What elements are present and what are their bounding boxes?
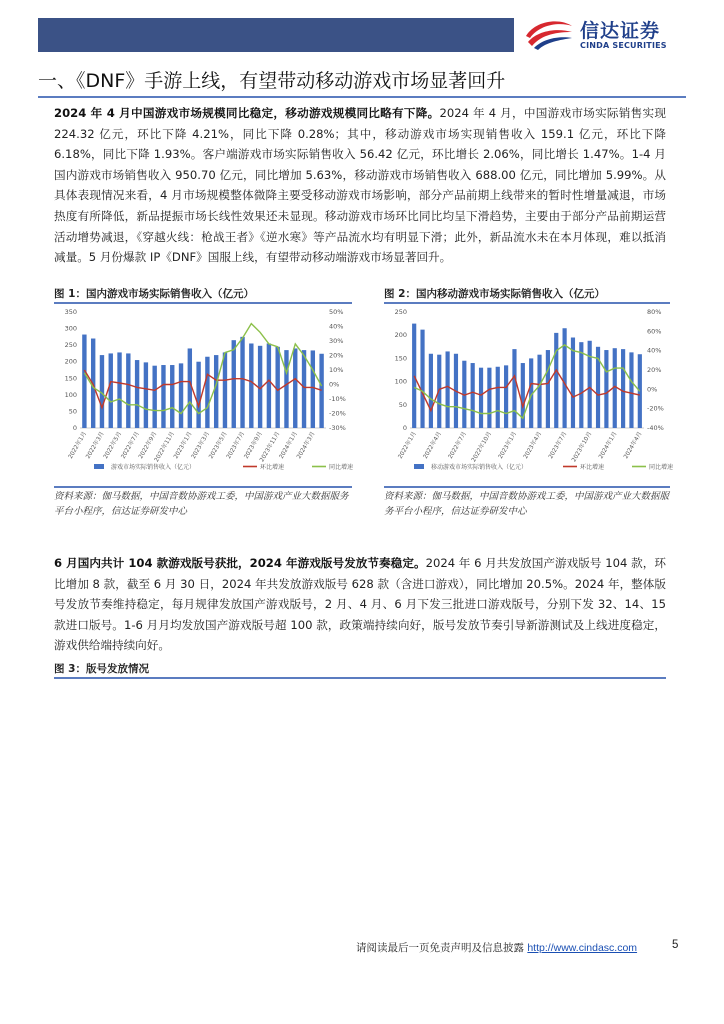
paragraph-license-approval bbox=[54, 553, 666, 656]
x-tick-label: 2022年1月 bbox=[67, 431, 89, 461]
bar-22 bbox=[588, 341, 592, 428]
bar-26 bbox=[302, 350, 306, 428]
y-left-tick-label: 100 bbox=[64, 390, 77, 399]
y-right-tick-label: 20% bbox=[329, 351, 344, 360]
figure2-bottom-rule bbox=[384, 486, 670, 488]
y-right-tick-label: 10% bbox=[329, 366, 344, 374]
bar-28 bbox=[319, 354, 323, 428]
x-tick-label: 2024年1月 bbox=[278, 431, 299, 461]
bar-11 bbox=[496, 367, 500, 428]
x-tick-label: 2023年3月 bbox=[190, 431, 212, 461]
bar-1 bbox=[412, 324, 416, 428]
y-right-tick-label: -30% bbox=[329, 424, 346, 432]
bar-16 bbox=[214, 355, 218, 428]
bar-20 bbox=[249, 343, 253, 428]
footer-disclaimer: 请阅读最后一页免责声明及信息披露 bbox=[356, 942, 524, 954]
figure2-caption: 图 2：国内移动游戏市场实际销售收入（亿元） bbox=[384, 288, 605, 300]
y-right-tick-label: -10% bbox=[329, 395, 346, 403]
figure2-rule bbox=[384, 302, 670, 304]
x-tick-label: 2022年1月 bbox=[397, 431, 418, 461]
footer bbox=[356, 940, 637, 955]
x-tick-label: 2023年1月 bbox=[497, 431, 519, 461]
header-bar bbox=[38, 18, 514, 52]
y-right-tick-label: -40% bbox=[647, 424, 664, 432]
bar-10 bbox=[161, 365, 165, 428]
bar-16 bbox=[537, 355, 541, 428]
y-left-tick-label: 250 bbox=[64, 341, 77, 350]
y-left-tick-label: 300 bbox=[64, 324, 77, 333]
legend-label-3: 同比增速 bbox=[649, 464, 674, 471]
x-tick-label: 2022年4月 bbox=[422, 431, 443, 461]
bar-21 bbox=[579, 342, 583, 428]
bar-7 bbox=[135, 360, 139, 428]
logo-swoosh-icon bbox=[524, 16, 574, 50]
legend-label-1: 移动游戏市场实际销售收入（亿元） bbox=[431, 464, 528, 471]
y-left-tick-label: 50 bbox=[68, 407, 77, 416]
paragraph-market-size bbox=[54, 103, 666, 268]
y-left-tick-label: 350 bbox=[64, 308, 77, 316]
y-left-tick-label: 150 bbox=[394, 354, 407, 363]
y-right-tick-label: 0% bbox=[647, 385, 658, 394]
bar-8 bbox=[471, 363, 475, 428]
chart-mobile-game-revenue bbox=[384, 306, 674, 484]
y-right-tick-label: 30% bbox=[329, 337, 344, 345]
x-tick-label: 2023年11月 bbox=[259, 431, 282, 464]
bar-25 bbox=[293, 348, 297, 428]
y-right-tick-label: 80% bbox=[647, 308, 662, 316]
bar-22 bbox=[267, 343, 271, 428]
bar-9 bbox=[479, 368, 483, 428]
paragraph-body: 2024 年 6 月共发放国产游戏版号 104 款，环比增加 8 款，截至 6 月 30 日，2024 年共发放游戏版号 628 款（含进口游戏），同比增加 20.5%。2024 年，整体版号发放节奏维持稳定，每月规律发放国产游戏版号，2 月、4 月、6 月下发三批进口游戏版号，分别下发 32、14、15 款进口版号。1-6 月月均发放国产游戏版号超 100 款，政策端持续向好，版号发放节奏引导新游测试及上线进度稳定，游戏供给端持续向好。 bbox=[54, 556, 666, 653]
bar-23 bbox=[275, 347, 279, 428]
bar-17 bbox=[546, 350, 550, 428]
x-tick-label: 2022年10月 bbox=[471, 431, 494, 464]
bar-13 bbox=[512, 349, 516, 428]
footer-website-link[interactable]: http://www.cindasc.com bbox=[527, 942, 638, 954]
x-tick-label: 2022年9月 bbox=[138, 431, 159, 461]
x-tick-label: 2023年10月 bbox=[571, 431, 594, 464]
logo-chinese-name: 信达证券 bbox=[580, 20, 661, 42]
x-tick-label: 2022年5月 bbox=[103, 431, 124, 461]
page-number: 5 bbox=[672, 939, 679, 951]
bar-3 bbox=[429, 354, 433, 428]
x-tick-label: 2024年3月 bbox=[296, 431, 317, 461]
chart-game-market-revenue bbox=[54, 306, 352, 484]
y-right-tick-label: 50% bbox=[329, 308, 344, 316]
title-divider bbox=[38, 96, 686, 98]
section-title: 一、《DNF》手游上线，有望带动移动游戏市场显著回升 bbox=[38, 70, 506, 92]
y-right-tick-label: 0% bbox=[329, 380, 340, 389]
bar-24 bbox=[284, 350, 288, 428]
bar-18 bbox=[232, 340, 236, 428]
bar-5 bbox=[117, 352, 121, 428]
bar-12 bbox=[504, 365, 508, 428]
x-tick-label: 2024年4月 bbox=[623, 431, 644, 461]
bar-19 bbox=[563, 328, 567, 428]
x-tick-label: 2023年4月 bbox=[523, 431, 544, 461]
x-tick-label: 2022年7月 bbox=[120, 431, 141, 461]
y-left-tick-label: 100 bbox=[394, 377, 407, 386]
x-tick-label: 2022年3月 bbox=[85, 431, 106, 461]
figure1-bottom-rule bbox=[54, 486, 352, 488]
cinda-logo bbox=[524, 14, 704, 54]
figure2-source: 资料来源：伽马数据，中国音数协游戏工委，中国游戏产业大数据服务平台小程序，信达证券研发中心 bbox=[384, 491, 670, 517]
bar-4 bbox=[109, 353, 113, 428]
y-right-tick-label: 20% bbox=[647, 366, 662, 374]
y-left-tick-label: 200 bbox=[394, 331, 407, 340]
bar-10 bbox=[487, 368, 491, 428]
y-right-tick-label: 40% bbox=[329, 322, 344, 331]
bar-1 bbox=[82, 335, 86, 428]
y-left-tick-label: 250 bbox=[394, 308, 407, 316]
bar-19 bbox=[240, 337, 244, 428]
bar-9 bbox=[152, 366, 156, 428]
y-left-tick-label: 0 bbox=[72, 424, 77, 432]
y-right-tick-label: -20% bbox=[329, 409, 346, 418]
legend-label-2: 环比增速 bbox=[580, 464, 605, 471]
paragraph-body: 2024 年 4 月，中国游戏市场实际销售实现 224.32 亿元，环比下降 4.21%，同比下降 0.28%；其中，移动游戏市场实现销售收入 159.1 亿元，环比下降 6.18%，同比下降 1.93%。客户端游戏市场实际销售收入 56.42 亿元，环比增长 2.06%，同比增长 1.47%。1-4 月国内游戏市场销售收入 950.70 亿元，同比增加 5.63%，移动游戏市场销售收入 688.00 亿元，同比增加 5.99%。从具体表现情况来看，4 月市场规模整体微降主要受移动游戏市场影响，部分产品前期上线带来的暂时性增量减退，市场热度有所降低，新品提振市场长线性效果还未显现。移动游戏市场环比同比均呈下滑趋势，主要由于部分产品前期运营活动增势减退，《穿越火线：枪战王者》《逆水寒》等产品流水均有明显下滑；此外，新品流水未在本月体现，难以抵消减量。5 月份爆款 IP《DNF》国服上线，有望带动移动端游戏市场显著回升。 bbox=[54, 106, 666, 265]
paragraph-lead: 2024 年 4 月中国游戏市场规模同比稳定，移动游戏规模同比略有下降。 bbox=[54, 106, 440, 120]
bar-15 bbox=[205, 357, 209, 428]
figure3-caption: 图 3：版号发放情况 bbox=[54, 663, 149, 675]
bar-2 bbox=[420, 330, 424, 428]
x-tick-label: 2022年11月 bbox=[153, 431, 176, 464]
y-left-tick-label: 200 bbox=[64, 357, 77, 366]
x-tick-label: 2023年5月 bbox=[208, 431, 229, 461]
bar-26 bbox=[621, 349, 625, 428]
x-tick-label: 2023年1月 bbox=[173, 431, 194, 461]
bar-12 bbox=[179, 363, 183, 428]
x-tick-label: 2024年1月 bbox=[598, 431, 619, 461]
x-tick-label: 2023年7月 bbox=[226, 431, 247, 461]
bar-18 bbox=[554, 333, 558, 428]
bar-24 bbox=[604, 350, 608, 428]
x-tick-label: 2022年7月 bbox=[447, 431, 469, 461]
y-left-tick-label: 50 bbox=[398, 400, 407, 409]
logo-english-name: CINDA SECURITIES bbox=[580, 41, 667, 50]
bar-13 bbox=[188, 348, 192, 428]
legend-label-2: 环比增速 bbox=[260, 464, 285, 471]
x-tick-label: 2023年7月 bbox=[548, 431, 569, 461]
legend-swatch-1 bbox=[94, 464, 104, 469]
y-right-tick-label: 60% bbox=[647, 327, 662, 336]
y-right-tick-label: 40% bbox=[647, 346, 662, 355]
legend-swatch-1 bbox=[414, 464, 424, 469]
legend-label-1: 游戏市场实际销售收入（亿元） bbox=[111, 464, 196, 471]
figure1-source: 资料来源：伽马数据，中国音数协游戏工委，中国游戏产业大数据服务平台小程序，信达证券研发中心 bbox=[54, 491, 349, 517]
y-right-tick-label: -20% bbox=[647, 404, 664, 413]
bar-11 bbox=[170, 365, 174, 428]
paragraph-lead: 6 月国内共计 104 款游戏版号获批，2024 年游戏版号发放节奏稳定。 bbox=[54, 556, 426, 570]
bar-17 bbox=[223, 352, 227, 428]
legend-label-3: 同比增速 bbox=[329, 464, 354, 471]
bar-27 bbox=[311, 350, 315, 428]
y-left-tick-label: 0 bbox=[402, 424, 407, 432]
figure3-rule bbox=[54, 677, 666, 679]
bar-27 bbox=[629, 352, 633, 428]
bar-14 bbox=[196, 362, 200, 428]
y-left-tick-label: 150 bbox=[64, 374, 77, 383]
bar-8 bbox=[144, 362, 148, 428]
bar-5 bbox=[446, 351, 450, 428]
figure1-rule bbox=[54, 302, 352, 304]
figure1-caption: 图 1：国内游戏市场实际销售收入（亿元） bbox=[54, 288, 254, 300]
x-tick-label: 2023年9月 bbox=[243, 431, 264, 461]
bar-6 bbox=[126, 353, 130, 428]
